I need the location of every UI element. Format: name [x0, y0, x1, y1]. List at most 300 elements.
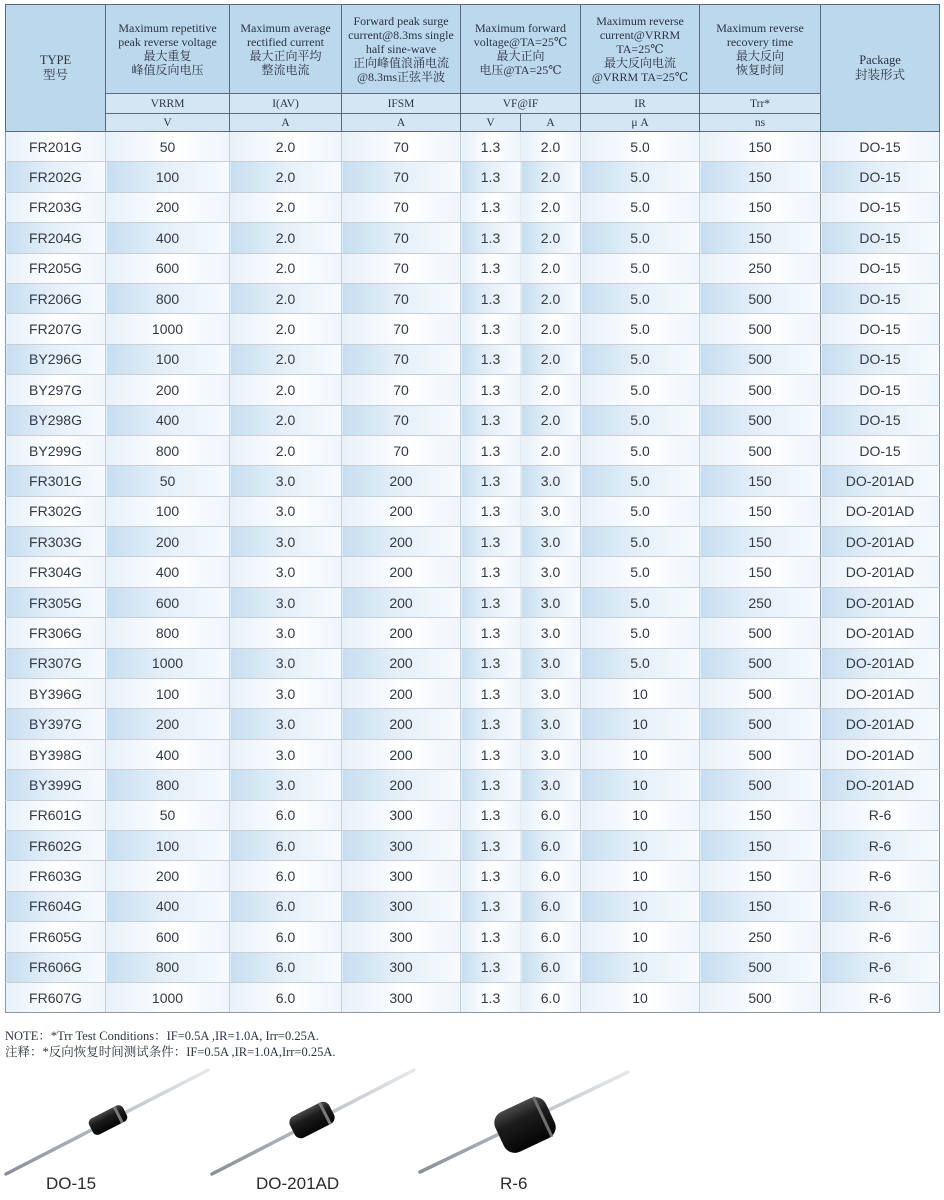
ifsm-cell: 200 — [342, 496, 461, 526]
table-row — [6, 618, 940, 648]
vf-voltage-cell: 1.3 — [461, 283, 521, 313]
iav-cell: 6.0 — [230, 952, 342, 982]
ifsm-cell: 200 — [342, 739, 461, 769]
vrrm-cell: 100 — [106, 344, 230, 374]
iav-cell: 3.0 — [230, 739, 342, 769]
table-row — [6, 587, 940, 617]
ir-cell: 5.0 — [581, 557, 700, 587]
ir-cell: 5.0 — [581, 314, 700, 344]
iav-cell: 2.0 — [230, 314, 342, 344]
vf-current-cell: 2.0 — [521, 132, 581, 162]
ifsm-cell: 200 — [342, 466, 461, 496]
iav-cell: 3.0 — [230, 648, 342, 678]
pkg-cell: DO-15 — [821, 405, 940, 435]
ifsm-cell: 70 — [342, 132, 461, 162]
iav-cell: 6.0 — [230, 800, 342, 830]
vf-current-cell: 3.0 — [521, 618, 581, 648]
type-cell: FR206G — [6, 283, 106, 313]
ifsm-cell: 300 — [342, 922, 461, 952]
trr-cell: 150 — [700, 830, 821, 860]
vrrm-cell: 400 — [106, 739, 230, 769]
vrrm-cell: 100 — [106, 496, 230, 526]
iav-cell: 2.0 — [230, 405, 342, 435]
pkg-cell: DO-201AD — [821, 679, 940, 709]
symbol-vf: VF@IF — [461, 94, 581, 114]
pkg-cell: R-6 — [821, 922, 940, 952]
vrrm-cell: 50 — [106, 132, 230, 162]
vrrm-cell: 400 — [106, 405, 230, 435]
vf-current-cell: 3.0 — [521, 496, 581, 526]
ir-cell: 5.0 — [581, 618, 700, 648]
vf-voltage-cell: 1.3 — [461, 496, 521, 526]
vrrm-cell: 800 — [106, 283, 230, 313]
header-vf: Maximum forward voltage@TA=25℃ 最大正向 电压@TA=25℃ — [461, 5, 581, 94]
ir-cell: 10 — [581, 709, 700, 739]
package-label-r6: R-6 — [500, 1174, 528, 1193]
pkg-cell: DO-15 — [821, 344, 940, 374]
ir-cell: 5.0 — [581, 223, 700, 253]
vf-current-cell: 3.0 — [521, 679, 581, 709]
vf-current-cell: 3.0 — [521, 557, 581, 587]
trr-cell: 500 — [700, 618, 821, 648]
ifsm-cell: 70 — [342, 314, 461, 344]
table-row — [6, 709, 940, 739]
vf-voltage-cell: 1.3 — [461, 192, 521, 222]
pkg-cell: DO-201AD — [821, 618, 940, 648]
vrrm-cell: 200 — [106, 527, 230, 557]
ir-cell: 10 — [581, 922, 700, 952]
symbol-trr: Trr* — [700, 94, 821, 114]
ir-cell: 5.0 — [581, 527, 700, 557]
type-cell: BY299G — [6, 435, 106, 465]
symbol-vrrm: VRRM — [106, 94, 230, 114]
type-cell: FR202G — [6, 162, 106, 192]
vf-voltage-cell: 1.3 — [461, 466, 521, 496]
type-cell: FR207G — [6, 314, 106, 344]
vrrm-cell: 100 — [106, 679, 230, 709]
table-row — [6, 922, 940, 952]
header-trr: Maximum reverse recovery time 最大反向 恢复时间 — [700, 5, 821, 94]
ifsm-cell: 300 — [342, 861, 461, 891]
vf-voltage-cell: 1.3 — [461, 162, 521, 192]
pkg-cell: R-6 — [821, 952, 940, 982]
vf-voltage-cell: 1.3 — [461, 709, 521, 739]
vrrm-cell: 1000 — [106, 314, 230, 344]
vf-current-cell: 3.0 — [521, 466, 581, 496]
ir-cell: 10 — [581, 679, 700, 709]
ifsm-cell: 300 — [342, 952, 461, 982]
type-cell: FR304G — [6, 557, 106, 587]
ir-cell: 5.0 — [581, 192, 700, 222]
pkg-cell: DO-201AD — [821, 739, 940, 769]
trr-cell: 500 — [700, 770, 821, 800]
type-cell: BY397G — [6, 709, 106, 739]
table-row — [6, 283, 940, 313]
unit-vrrm: V — [106, 114, 230, 132]
trr-cell: 500 — [700, 679, 821, 709]
table-row — [6, 344, 940, 374]
pkg-cell: DO-201AD — [821, 466, 940, 496]
pkg-cell: DO-15 — [821, 132, 940, 162]
iav-cell: 3.0 — [230, 770, 342, 800]
type-cell: BY398G — [6, 739, 106, 769]
pkg-cell: DO-201AD — [821, 770, 940, 800]
vf-voltage-cell: 1.3 — [461, 314, 521, 344]
iav-cell: 6.0 — [230, 922, 342, 952]
ir-cell: 10 — [581, 800, 700, 830]
iav-cell: 2.0 — [230, 435, 342, 465]
type-cell: FR604G — [6, 891, 106, 921]
vrrm-cell: 400 — [106, 891, 230, 921]
vf-voltage-cell: 1.3 — [461, 132, 521, 162]
spec-table — [5, 4, 940, 1013]
ifsm-cell: 200 — [342, 527, 461, 557]
vf-current-cell: 6.0 — [521, 800, 581, 830]
table-row — [6, 679, 940, 709]
trr-cell: 500 — [700, 709, 821, 739]
ifsm-cell: 200 — [342, 770, 461, 800]
trr-cell: 150 — [700, 557, 821, 587]
trr-cell: 250 — [700, 587, 821, 617]
ir-cell: 5.0 — [581, 344, 700, 374]
table-row — [6, 253, 940, 283]
header-vrrm: Maximum repetitive peak reverse voltage 最大重复 峰值反向电压 — [106, 5, 230, 94]
pkg-cell: DO-15 — [821, 192, 940, 222]
trr-cell: 150 — [700, 891, 821, 921]
type-cell: FR305G — [6, 587, 106, 617]
iav-cell: 2.0 — [230, 375, 342, 405]
table-row — [6, 800, 940, 830]
ifsm-cell: 200 — [342, 618, 461, 648]
pkg-cell: DO-15 — [821, 253, 940, 283]
vf-voltage-cell: 1.3 — [461, 861, 521, 891]
iav-cell: 2.0 — [230, 283, 342, 313]
table-row — [6, 982, 940, 1012]
vf-current-cell: 2.0 — [521, 375, 581, 405]
trr-cell: 500 — [700, 739, 821, 769]
table-row — [6, 861, 940, 891]
vf-voltage-cell: 1.3 — [461, 830, 521, 860]
vf-voltage-cell: 1.3 — [461, 435, 521, 465]
vf-voltage-cell: 1.3 — [461, 527, 521, 557]
vf-voltage-cell: 1.3 — [461, 770, 521, 800]
package-label-do201ad: DO-201AD — [256, 1174, 340, 1193]
table-row — [6, 739, 940, 769]
trr-cell: 150 — [700, 800, 821, 830]
trr-cell: 150 — [700, 162, 821, 192]
iav-cell: 2.0 — [230, 162, 342, 192]
iav-cell: 2.0 — [230, 253, 342, 283]
table-row — [6, 132, 940, 162]
vrrm-cell: 800 — [106, 618, 230, 648]
vrrm-cell: 50 — [106, 466, 230, 496]
pkg-cell: DO-15 — [821, 283, 940, 313]
vf-current-cell: 2.0 — [521, 253, 581, 283]
vf-voltage-cell: 1.3 — [461, 618, 521, 648]
table-row — [6, 496, 940, 526]
ifsm-cell: 70 — [342, 435, 461, 465]
header-ir: Maximum reverse current@VRRM TA=25℃ 最大反向电流 @VRRM TA=25℃ — [581, 5, 700, 94]
ifsm-cell: 70 — [342, 344, 461, 374]
header-ifsm: Forward peak surge current@8.3ms single half sine-wave 正向峰值浪涌电流 @8.3ms正弦半波 — [342, 5, 461, 94]
type-cell: FR205G — [6, 253, 106, 283]
trr-cell: 150 — [700, 223, 821, 253]
vf-current-cell: 6.0 — [521, 891, 581, 921]
iav-cell: 3.0 — [230, 466, 342, 496]
trr-cell: 250 — [700, 922, 821, 952]
trr-cell: 150 — [700, 466, 821, 496]
pkg-cell: DO-201AD — [821, 496, 940, 526]
type-cell: BY297G — [6, 375, 106, 405]
vrrm-cell: 800 — [106, 952, 230, 982]
vf-current-cell: 2.0 — [521, 162, 581, 192]
pkg-cell: R-6 — [821, 800, 940, 830]
type-cell: FR201G — [6, 132, 106, 162]
vf-voltage-cell: 1.3 — [461, 922, 521, 952]
vrrm-cell: 200 — [106, 375, 230, 405]
vrrm-cell: 50 — [106, 800, 230, 830]
pkg-cell: DO-15 — [821, 314, 940, 344]
trr-cell: 150 — [700, 527, 821, 557]
ir-cell: 5.0 — [581, 587, 700, 617]
ifsm-cell: 200 — [342, 557, 461, 587]
ir-cell: 10 — [581, 739, 700, 769]
vf-voltage-cell: 1.3 — [461, 739, 521, 769]
ifsm-cell: 300 — [342, 800, 461, 830]
trr-cell: 150 — [700, 192, 821, 222]
trr-cell: 500 — [700, 375, 821, 405]
vf-voltage-cell: 1.3 — [461, 648, 521, 678]
header-type: TYPE 型号 — [6, 5, 106, 132]
ir-cell: 5.0 — [581, 648, 700, 678]
ifsm-cell: 70 — [342, 253, 461, 283]
vf-voltage-cell: 1.3 — [461, 982, 521, 1012]
symbol-ir: IR — [581, 94, 700, 114]
note-english: NOTE：*Trr Test Conditions：IF=0.5A ,IR=1.0A, Irr=0.25A. — [5, 1029, 320, 1043]
vf-current-cell: 6.0 — [521, 982, 581, 1012]
type-cell: FR603G — [6, 861, 106, 891]
iav-cell: 3.0 — [230, 527, 342, 557]
iav-cell: 2.0 — [230, 192, 342, 222]
trr-cell: 150 — [700, 496, 821, 526]
type-cell: FR606G — [6, 952, 106, 982]
ir-cell: 10 — [581, 891, 700, 921]
vrrm-cell: 100 — [106, 162, 230, 192]
vf-current-cell: 6.0 — [521, 922, 581, 952]
pkg-cell: DO-201AD — [821, 709, 940, 739]
table-row — [6, 466, 940, 496]
ifsm-cell: 70 — [342, 283, 461, 313]
pkg-cell: DO-201AD — [821, 648, 940, 678]
ir-cell: 10 — [581, 830, 700, 860]
table-row — [6, 375, 940, 405]
ifsm-cell: 200 — [342, 709, 461, 739]
iav-cell: 3.0 — [230, 496, 342, 526]
pkg-cell: DO-15 — [821, 223, 940, 253]
ifsm-cell: 300 — [342, 830, 461, 860]
ifsm-cell: 300 — [342, 891, 461, 921]
pkg-cell: R-6 — [821, 861, 940, 891]
unit-vf-voltage: V — [461, 114, 521, 132]
type-cell: FR301G — [6, 466, 106, 496]
note-chinese: 注释：*反向恢复时间测试条件：IF=0.5A ,IR=1.0A,Irr=0.25A. — [5, 1045, 336, 1059]
iav-cell: 3.0 — [230, 679, 342, 709]
type-cell: FR204G — [6, 223, 106, 253]
unit-vf-current: A — [521, 114, 581, 132]
vf-current-cell: 3.0 — [521, 709, 581, 739]
vf-voltage-cell: 1.3 — [461, 223, 521, 253]
vrrm-cell: 200 — [106, 192, 230, 222]
table-row — [6, 435, 940, 465]
ir-cell: 5.0 — [581, 375, 700, 405]
vrrm-cell: 400 — [106, 557, 230, 587]
ifsm-cell: 200 — [342, 648, 461, 678]
vf-voltage-cell: 1.3 — [461, 891, 521, 921]
pkg-cell: DO-15 — [821, 435, 940, 465]
ir-cell: 5.0 — [581, 496, 700, 526]
table-row — [6, 891, 940, 921]
table-row — [6, 162, 940, 192]
table-row — [6, 830, 940, 860]
vf-current-cell: 2.0 — [521, 192, 581, 222]
iav-cell: 6.0 — [230, 891, 342, 921]
pkg-cell: R-6 — [821, 830, 940, 860]
type-cell: FR306G — [6, 618, 106, 648]
trr-cell: 500 — [700, 982, 821, 1012]
pkg-cell: DO-15 — [821, 162, 940, 192]
ifsm-cell: 200 — [342, 679, 461, 709]
vf-current-cell: 3.0 — [521, 770, 581, 800]
vrrm-cell: 600 — [106, 253, 230, 283]
trr-cell: 500 — [700, 952, 821, 982]
ifsm-cell: 70 — [342, 405, 461, 435]
notes — [5, 1028, 336, 1060]
unit-ir: μ A — [581, 114, 700, 132]
ir-cell: 5.0 — [581, 253, 700, 283]
type-cell: FR605G — [6, 922, 106, 952]
iav-cell: 2.0 — [230, 132, 342, 162]
trr-cell: 250 — [700, 253, 821, 283]
ir-cell: 10 — [581, 952, 700, 982]
ir-cell: 5.0 — [581, 132, 700, 162]
ir-cell: 5.0 — [581, 466, 700, 496]
type-cell: FR601G — [6, 800, 106, 830]
vrrm-cell: 1000 — [106, 982, 230, 1012]
vrrm-cell: 800 — [106, 770, 230, 800]
vrrm-cell: 100 — [106, 830, 230, 860]
trr-cell: 500 — [700, 405, 821, 435]
pkg-cell: DO-201AD — [821, 557, 940, 587]
vf-voltage-cell: 1.3 — [461, 679, 521, 709]
type-cell: FR203G — [6, 192, 106, 222]
vf-current-cell: 3.0 — [521, 587, 581, 617]
vf-current-cell: 2.0 — [521, 283, 581, 313]
table-row — [6, 405, 940, 435]
vf-voltage-cell: 1.3 — [461, 405, 521, 435]
vf-current-cell: 3.0 — [521, 739, 581, 769]
type-cell: FR602G — [6, 830, 106, 860]
vf-current-cell: 6.0 — [521, 952, 581, 982]
type-cell: BY399G — [6, 770, 106, 800]
table-row — [6, 557, 940, 587]
vf-current-cell: 6.0 — [521, 861, 581, 891]
iav-cell: 3.0 — [230, 587, 342, 617]
vf-voltage-cell: 1.3 — [461, 952, 521, 982]
vrrm-cell: 600 — [106, 587, 230, 617]
ifsm-cell: 70 — [342, 192, 461, 222]
unit-trr: ns — [700, 114, 821, 132]
trr-cell: 500 — [700, 648, 821, 678]
vf-current-cell: 3.0 — [521, 648, 581, 678]
ifsm-cell: 70 — [342, 162, 461, 192]
trr-cell: 500 — [700, 344, 821, 374]
type-cell: FR303G — [6, 527, 106, 557]
diode-do15-icon — [6, 1070, 208, 1174]
type-cell: BY396G — [6, 679, 106, 709]
ifsm-cell: 200 — [342, 587, 461, 617]
header-package: Package 封装形式 — [821, 5, 940, 132]
vf-voltage-cell: 1.3 — [461, 375, 521, 405]
type-cell: FR607G — [6, 982, 106, 1012]
ir-cell: 10 — [581, 982, 700, 1012]
package-label-do15: DO-15 — [46, 1174, 97, 1193]
symbol-ifsm: IFSM — [342, 94, 461, 114]
table-body — [6, 132, 940, 1013]
pkg-cell: R-6 — [821, 891, 940, 921]
table-row — [6, 770, 940, 800]
pkg-cell: R-6 — [821, 982, 940, 1012]
iav-cell: 3.0 — [230, 618, 342, 648]
vrrm-cell: 800 — [106, 435, 230, 465]
vrrm-cell: 1000 — [106, 648, 230, 678]
trr-cell: 500 — [700, 283, 821, 313]
ir-cell: 5.0 — [581, 435, 700, 465]
table-row — [6, 314, 940, 344]
type-cell: BY298G — [6, 405, 106, 435]
header-iav: Maximum average rectified current 最大正向平均 整流电流 — [230, 5, 342, 94]
vf-voltage-cell: 1.3 — [461, 587, 521, 617]
table-row — [6, 527, 940, 557]
vf-voltage-cell: 1.3 — [461, 344, 521, 374]
trr-cell: 150 — [700, 132, 821, 162]
table-row — [6, 192, 940, 222]
ir-cell: 5.0 — [581, 405, 700, 435]
table-row — [6, 648, 940, 678]
pkg-cell: DO-15 — [821, 375, 940, 405]
ir-cell: 10 — [581, 861, 700, 891]
type-cell: FR307G — [6, 648, 106, 678]
trr-cell: 500 — [700, 314, 821, 344]
vf-current-cell: 2.0 — [521, 314, 581, 344]
iav-cell: 2.0 — [230, 344, 342, 374]
vf-voltage-cell: 1.3 — [461, 557, 521, 587]
iav-cell: 6.0 — [230, 861, 342, 891]
ifsm-cell: 70 — [342, 375, 461, 405]
vrrm-cell: 200 — [106, 709, 230, 739]
vf-voltage-cell: 1.3 — [461, 800, 521, 830]
type-cell: FR302G — [6, 496, 106, 526]
ir-cell: 5.0 — [581, 283, 700, 313]
ifsm-cell: 70 — [342, 223, 461, 253]
vrrm-cell: 400 — [106, 223, 230, 253]
vf-current-cell: 2.0 — [521, 344, 581, 374]
vf-current-cell: 2.0 — [521, 435, 581, 465]
diode-do201ad-icon — [212, 1070, 414, 1174]
pkg-cell: DO-201AD — [821, 587, 940, 617]
unit-ifsm: A — [342, 114, 461, 132]
table-row — [6, 952, 940, 982]
pkg-cell: DO-201AD — [821, 527, 940, 557]
